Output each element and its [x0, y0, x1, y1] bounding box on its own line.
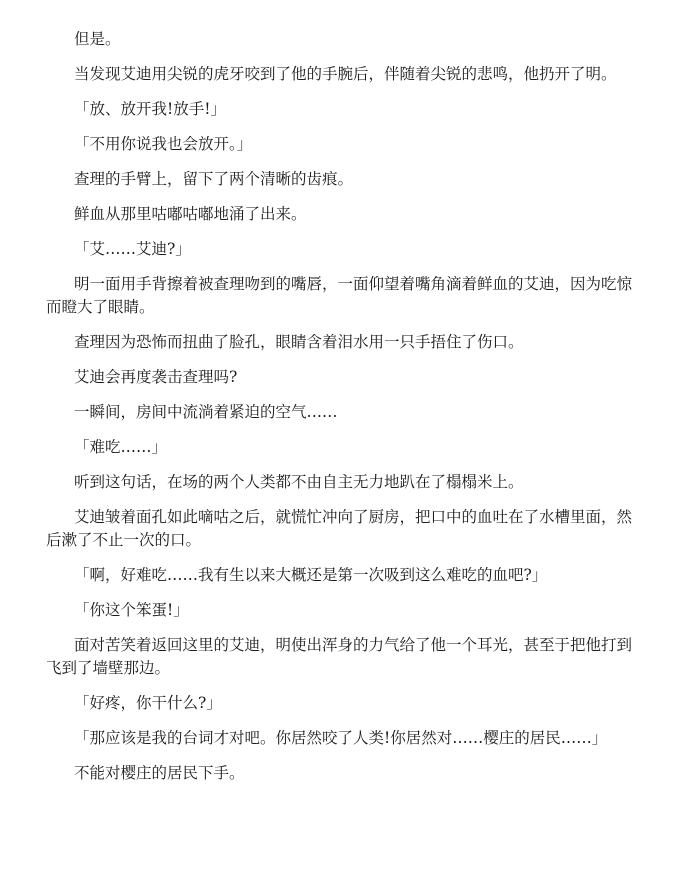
- paragraph: 查理的手臂上，留下了两个清晰的齿痕。: [74, 170, 354, 188]
- paragraph: 查理因为恐怖而扭曲了脸孔，眼睛含着泪水用一只手捂住了伤口。: [74, 333, 524, 351]
- paragraph: 鲜血从那里咕嘟咕嘟地涌了出来。: [74, 205, 307, 223]
- paragraph: 「你这个笨蛋!」: [74, 601, 189, 619]
- paragraph: 听到这句话，在场的两个人类都不由自主无力地趴在了榻榻米上。: [74, 473, 524, 491]
- paragraph: 「啊，好难吃……我有生以来大概还是第一次吸到这么难吃的血吧?」: [74, 566, 548, 584]
- paragraph: 当发现艾迪用尖锐的虎牙咬到了他的手腕后，伴随着尖锐的悲鸣，他扔开了明。: [74, 65, 617, 83]
- paragraph: 明一面用手背擦着被查理吻到的嘴唇，一面仰望着嘴角滴着鲜血的艾迪，因为吃惊而瞪大了眼睛。: [46, 275, 633, 316]
- paragraph: 「好疼，你干什么?」: [74, 694, 222, 712]
- paragraph: 面对苦笑着返回这里的艾迪，明使出浑身的力气给了他一个耳光，甚至于把他打到飞到了墙壁那边。: [46, 636, 633, 677]
- paragraph: 艾迪会再度袭击查理吗?: [74, 368, 238, 386]
- paragraph: 「难吃……」: [74, 438, 168, 456]
- paragraph: 「不用你说我也会放开。」: [74, 135, 253, 153]
- paragraph: 不能对樱庄的居民下手。: [74, 764, 245, 782]
- paragraph: 但是。: [74, 30, 121, 48]
- paragraph: 一瞬间，房间中流淌着紧迫的空气……: [74, 403, 338, 421]
- paragraph: 「放、放开我!放手!」: [74, 100, 226, 118]
- paragraph: 艾迪皱着面孔如此嘀咕之后，就慌忙冲向了厨房，把口中的血吐在了水槽里面，然后漱了不止一次的口。: [46, 508, 633, 549]
- paragraph: 「艾……艾迪?」: [74, 240, 191, 258]
- paragraph: 「那应该是我的台词才对吧。你居然咬了人类!你居然对……樱庄的居民……」: [74, 729, 608, 747]
